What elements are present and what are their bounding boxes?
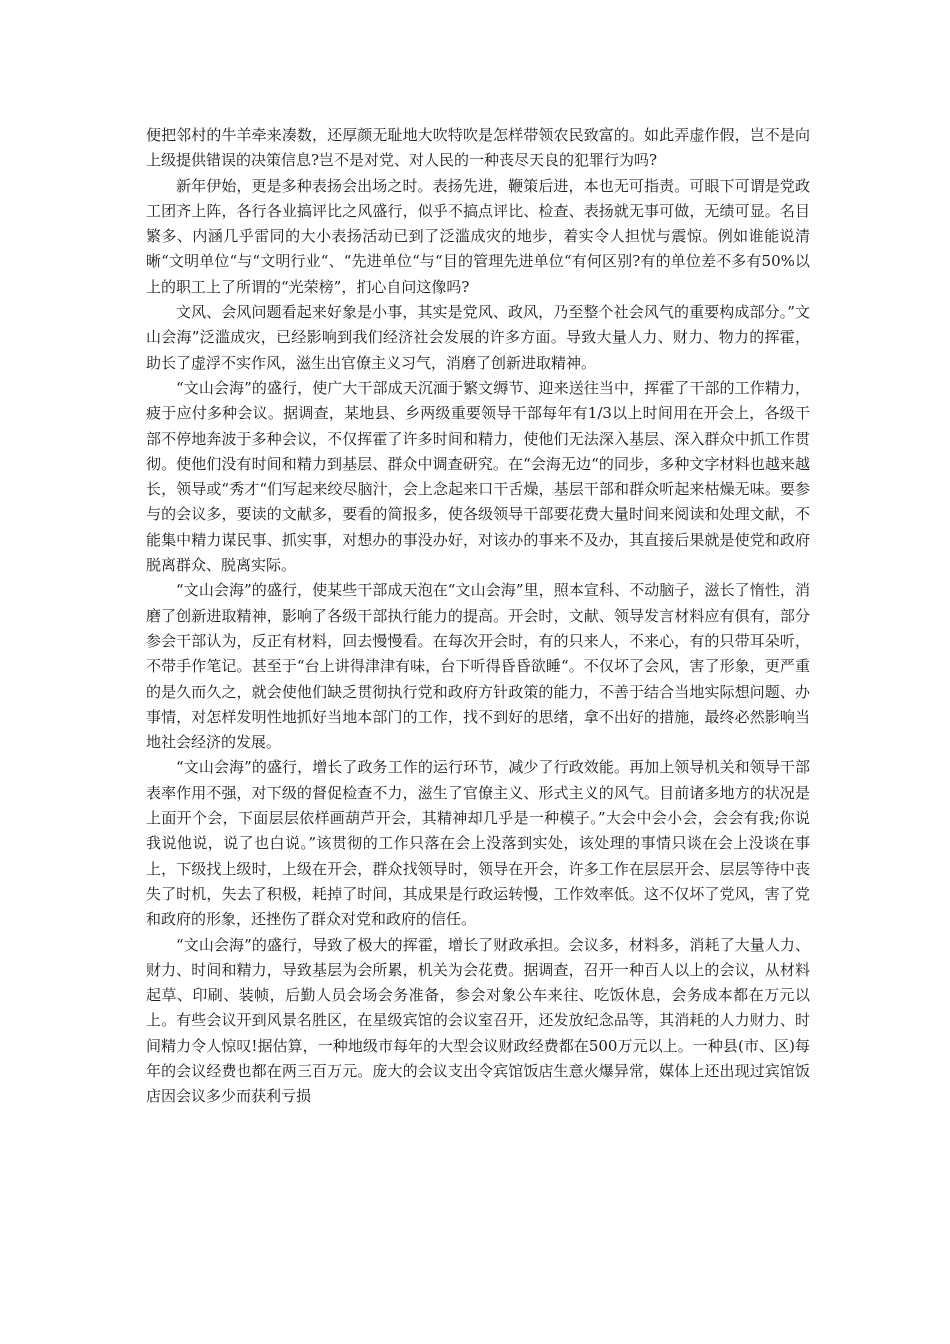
document-body <box>146 123 810 1110</box>
paragraph-2: 新年伊始，更是多种表扬会出场之时。表扬先进，鞭策后进，本也无可指责。可眼下可谓是党政工团齐上阵，各行各业搞评比之风盛行，似乎不搞点评比、检查、表扬就无事可做，无绩可显。名目繁多、内涵几乎雷同的大小表扬活动已到了泛滥成灾的地步，着实令人担忧与震惊。例如谁能说清晰“文明单位“与“文明行业“、“先进单位“与“目的管理先进单位“有何区别?有的单位差不多有50%以上的职工上了所谓的“光荣榜”，扪心自问这像吗? <box>146 176 810 296</box>
paragraph-6: “文山会海”的盛行，增长了政务工作的运行环节，减少了行政效能。再加上领导机关和领导干部表率作用不强，对下级的督促检查不力，滋生了官僚主义、形式主义的风气。目前诸多地方的状况是上面开个会，下面层层依样画葫芦开会，其精神却几乎是一种模子。”大会中会小会，会会有我;你说我说他说，说了也白说。”该贯彻的工作只落在会上没落到实处，该处理的事情只谈在会上没谈在事上，下级找上级时，上级在开会，群众找领导时，领导在开会，许多工作在层层开会、层层等待中丧失了时机，失去了积极，耗掉了时间，其成果是行政运转慢，工作效率低。这不仅坏了党风，害了党和政府的形象，还挫伤了群众对党和政府的信任。 <box>146 758 810 929</box>
paragraph-1: 便把邻村的牛羊牵来凑数，还厚颜无耻地大吹特吹是怎样带领农民致富的。如此弄虚作假，岂不是向上级提供错误的决策信息?岂不是对党、对人民的一种丧尽天良的犯罪行为吗? <box>146 126 810 170</box>
paragraph-5: “文山会海”的盛行，使某些干部成天泡在“文山会海”里，照本宣科、不动脑子，滋长了惰性，消磨了创新进取精神，影响了各级干部执行能力的提高。开会时，文献、领导发言材料应有俱有，部分参会干部认为，反正有材料，回去慢慢看。在每次开会时，有的只来人，不来心，有的只带耳朵听，不带手作笔记。甚至于“台上讲得津津有味，台下听得昏昏欲睡“。不仅坏了会风，害了形象，更严重的是久而久之，就会使他们缺乏贯彻执行党和政府方针政策的能力，不善于结合当地实际想问题、办事情，对怎样发明性地抓好当地本部门的工作，找不到好的思绪，拿不出好的措施，最终必然影响当地社会经济的发展。 <box>146 581 810 752</box>
paragraph-4: “文山会海”的盛行，使广大干部成天沉湎于繁文缛节、迎来送往当中，挥霍了干部的工作精力，疲于应付多种会议。据调查，某地县、乡两级重要领导干部每年有1/3以上时间用在开会上，各级干部不停地奔波于多种会议，不仅挥霍了许多时间和精力，使他们无法深入基层、深入群众中抓工作贯彻。使他们没有时间和精力到基层、群众中调查研究。在“会海无边“的同步，多种文字材料也越来越长，领导或“秀才“们写起来绞尽脑汁，会上念起来口干舌燥，基层干部和群众听起来枯燥无味。要参与的会议多，要读的文献多，要看的简报多，使各级领导干部要花费大量时间来阅读和处理文献，不能集中精力谋民事、抓实事，对想办的事没办好，对该办的事来不及办，其直接后果就是使党和政府脱离群众、脱离实际。 <box>146 378 810 575</box>
paragraph-7: “文山会海”的盛行，导致了极大的挥霍，增长了财政承担。会议多，材料多，消耗了大量人力、财力、时间和精力，导致基层为会所累，机关为会花费。据调查，召开一种百人以上的会议，从材料起草、印刷、装帧，后勤人员会场会务准备，参会对象公车来往、吃饭休息，会务成本都在万元以上。有些会议开到风景名胜区，在星级宾馆的会议室召开，还发放纪念品等，其消耗的人力财力、时间精力令人惊叹!据估算，一种地级市每年的大型会议财政经费都在500万元以上。一种县(市、区)每年的会议经费也都在两三百万元。庞大的会议支出令宾馆饭店生意火爆异常，媒体上还出现过宾馆饭店因会议多少而获利亏损 <box>146 935 810 1106</box>
paragraph-3: 文风、会风问题看起来好象是小事，其实是党风、政风，乃至整个社会风气的重要构成部分。”文山会海”泛滥成灾，已经影响到我们经济社会发展的许多方面。导致大量人力、财力、物力的挥霍，助长了虚浮不实作风，滋生出官僚主义习气，消磨了创新进取精神。 <box>146 303 810 372</box>
